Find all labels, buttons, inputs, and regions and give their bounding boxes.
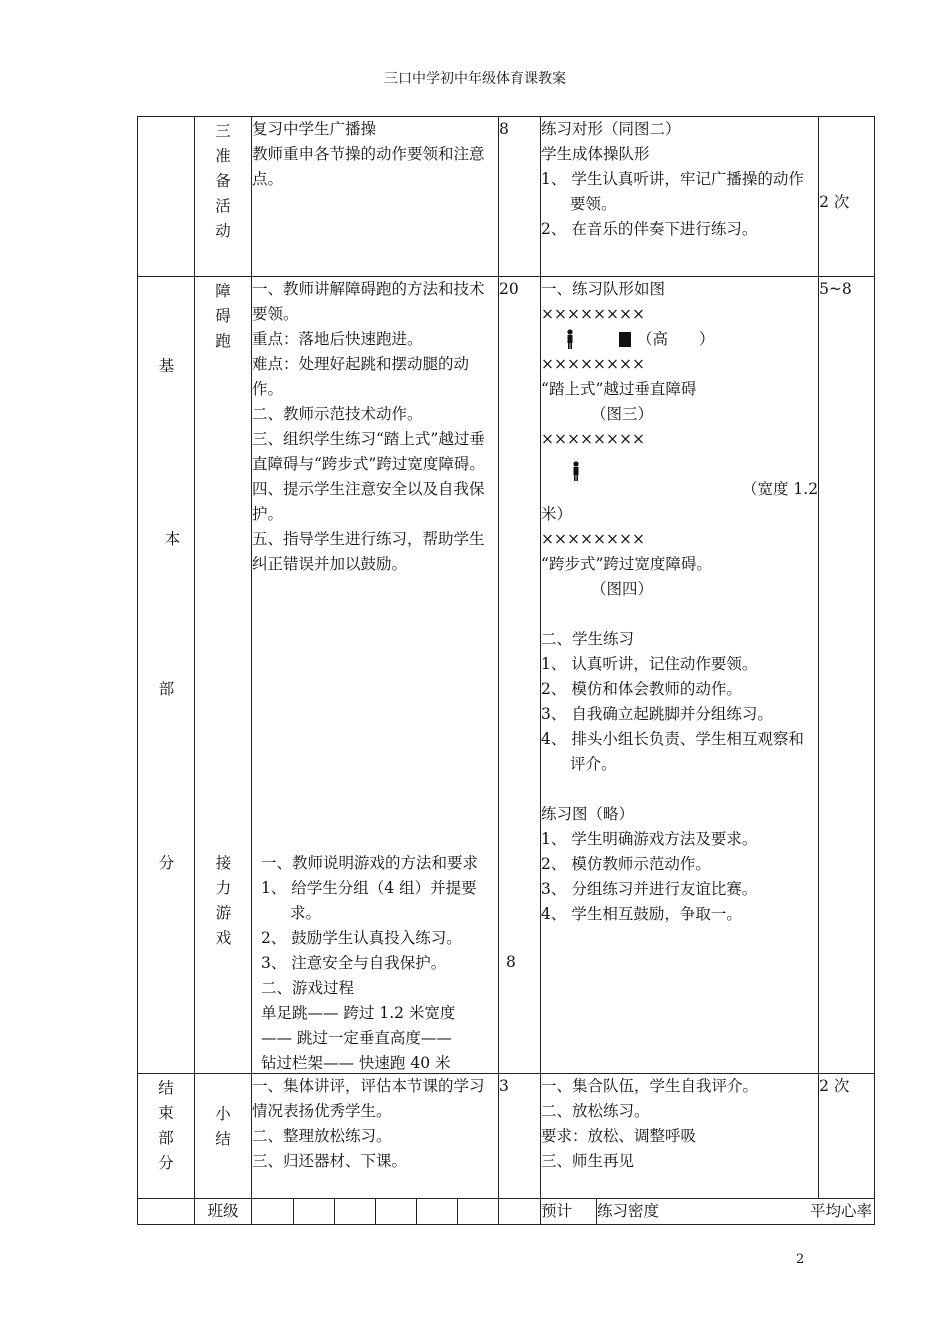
hurdle-label-char: 障 <box>215 282 231 300</box>
class-cell <box>294 1199 335 1225</box>
relay-student-item: 1、 学生明确游戏方法及要求。 <box>541 830 758 848</box>
hurdle-teacher-line: 重点：落地后快速跑进。 <box>252 330 423 348</box>
prep-teacher-content <box>252 117 499 277</box>
relay-student-item: 4、 学生相互鼓励，争取一。 <box>541 905 742 923</box>
relay-student-item: 3、 分组练习并进行友谊比赛。 <box>541 880 758 898</box>
basic-label-char: 部 <box>158 680 175 698</box>
end-label-char: 束 <box>158 1104 174 1122</box>
end-time: 3 <box>499 1074 541 1199</box>
end-student-line: 三、师生再见 <box>541 1152 635 1170</box>
basic-student-content <box>541 277 819 1074</box>
relay-teacher-item: 2、 鼓励学生认真投入练习。 <box>261 929 462 947</box>
density-label: 练习密度 <box>597 1202 660 1220</box>
prep-student-content <box>541 117 819 277</box>
width-label-cont: 米） <box>541 505 573 523</box>
basic-activity-labels <box>195 277 252 1074</box>
class-cell <box>499 1199 541 1225</box>
hurdle-student-intro: 一、练习队形如图 <box>541 280 666 298</box>
hurdle-diagram-2 <box>541 477 818 502</box>
basic-row <box>138 277 875 1074</box>
formation-row: ×××××××× <box>541 430 645 448</box>
practice-title: 二、学生练习 <box>541 630 635 648</box>
relay-process-line: 单足跳—— 跨过 1.2 米宽度 <box>261 1004 456 1022</box>
spacer <box>541 602 818 627</box>
hurdle-block-icon <box>619 332 631 347</box>
basic-teacher-content <box>252 277 499 1074</box>
prep-label <box>195 117 252 277</box>
summary-label-char: 结 <box>215 1130 231 1148</box>
relay-teacher-item: 1、 给学生分组（4 组）并提要求。 <box>261 879 477 922</box>
basic-section-label <box>138 277 195 1074</box>
prep-label-char: 备 <box>215 172 231 190</box>
end-label-char: 分 <box>158 1154 174 1172</box>
practice-item: 1、 认真听讲，记住动作要领。 <box>541 655 758 673</box>
relay-process-title: 二、游戏过程 <box>261 979 355 997</box>
footer-empty-cell <box>138 1199 195 1225</box>
diagram-caption: “踏上式”越过垂直障碍 <box>541 380 697 398</box>
end-row <box>138 1074 875 1199</box>
relay-time: 8 <box>506 953 516 971</box>
lesson-plan-table <box>137 116 875 1225</box>
diagram-caption: “跨步式”跨过宽度障碍。 <box>541 555 712 573</box>
practice-item: 2、 模仿和体会教师的动作。 <box>541 680 742 698</box>
summary-label-char: 小 <box>215 1105 231 1123</box>
relay-student-title: 练习图（略） <box>541 805 635 823</box>
relay-teacher-item: 3、 注意安全与自我保护。 <box>261 954 447 972</box>
class-cell <box>458 1199 499 1225</box>
person-icon <box>565 329 575 357</box>
prep-student-item: 2、 在音乐的伴奏下进行练习。 <box>541 220 758 238</box>
basic-label-char: 本 <box>164 530 181 548</box>
class-cell <box>252 1199 294 1225</box>
hurdle-teacher-line: 三、组织学生练习“踏上式”越过垂直障碍与“跨步式”跨过宽度障碍。 <box>252 430 485 473</box>
hurdle-label <box>195 277 251 354</box>
prep-label-char: 三 <box>215 122 231 140</box>
end-label-char: 结 <box>158 1079 174 1097</box>
basic-label-char: 分 <box>158 854 175 872</box>
end-teacher-content <box>252 1074 499 1199</box>
class-cell <box>417 1199 458 1225</box>
class-label: 班级 <box>195 1199 252 1225</box>
summary-label <box>195 1074 252 1199</box>
hurdle-teacher-line: 四、提示学生注意安全以及自我保护。 <box>252 480 485 523</box>
relay-label-char: 游 <box>215 904 232 922</box>
basic-count: 5~8 <box>819 277 875 1074</box>
practice-item: 3、 自我确立起跳脚并分组练习。 <box>541 705 773 723</box>
prep-label-char: 活 <box>215 197 231 215</box>
class-cell <box>335 1199 376 1225</box>
class-cell <box>376 1199 417 1225</box>
estimate-label: 预计 <box>541 1199 597 1225</box>
end-label-char: 部 <box>158 1129 174 1147</box>
hurdle-label-char: 跑 <box>215 332 231 350</box>
end-section-label <box>138 1074 195 1199</box>
prep-student-item: 1、 学生认真听讲，牢记广播操的动作要领。 <box>541 170 804 213</box>
spacer <box>541 452 818 477</box>
prep-time: 8 <box>499 117 541 277</box>
end-student-line: 要求：放松、调整呼吸 <box>541 1127 697 1145</box>
hurdle-teacher-line: 五、指导学生进行练习，帮助学生纠正错误并加以鼓励。 <box>252 530 485 573</box>
prep-label-char: 动 <box>215 222 231 240</box>
formation-row: ×××××××× <box>541 355 645 373</box>
density-heart-cell <box>597 1199 875 1225</box>
hurdle-teacher-line: 难点：处理好起跳和摆动腿的动作。 <box>252 355 470 398</box>
width-label: （宽度 1.2 <box>741 480 819 498</box>
relay-teacher-block <box>261 851 492 1076</box>
prep-content-line: 教师重申各节操的动作要领和注意点。 <box>252 145 485 188</box>
figure-label: （图三） <box>591 405 654 423</box>
end-teacher-line: 三、归还器材、下课。 <box>252 1152 408 1170</box>
prep-row <box>138 117 875 277</box>
end-student-line: 二、放松练习。 <box>541 1102 650 1120</box>
prep-content-line: 复习中学生广播操 <box>252 120 377 138</box>
basic-label-char: 基 <box>158 357 175 375</box>
prep-section-cell <box>138 117 195 277</box>
relay-teacher-title: 一、教师说明游戏的方法和要求 <box>261 854 479 872</box>
end-student-content <box>541 1074 819 1199</box>
basic-time <box>499 277 541 1074</box>
prep-count: 2 次 <box>819 117 875 277</box>
relay-process-line: —— 跳过一定垂直高度—— <box>261 1029 452 1047</box>
relay-process-line: 钻过栏架—— 快速跑 40 米 <box>261 1054 451 1072</box>
prep-label-char: 准 <box>215 147 231 165</box>
hurdle-label-char: 碍 <box>215 307 231 325</box>
footer-row <box>138 1199 875 1225</box>
prep-student-line: 学生成体操队形 <box>541 145 650 163</box>
practice-item: 4、 排头小组长负责、学生相互观察和评介。 <box>541 730 804 773</box>
hurdle-teacher-line: 二、教师示范技术动作。 <box>252 405 423 423</box>
formation-row: ×××××××× <box>541 305 645 323</box>
end-teacher-line: 一、集体讲评，评估本节课的学习情况表扬优秀学生。 <box>252 1077 485 1120</box>
hurdle-teacher-line: 一、教师讲解障碍跑的方法和技术要领。 <box>252 280 485 323</box>
hurdle-diagram-1 <box>541 327 818 352</box>
relay-label-char: 接 <box>215 854 232 872</box>
formation-row: ×××××××× <box>541 530 645 548</box>
relay-label-char: 力 <box>215 879 232 897</box>
figure-label: （图四） <box>591 580 654 598</box>
spacer <box>541 777 818 802</box>
heart-rate-label: 平均心率 <box>810 1202 873 1220</box>
end-count: 2 次 <box>819 1074 875 1199</box>
page-number: 2 <box>796 1252 805 1267</box>
relay-student-item: 2、 模仿教师示范动作。 <box>541 855 711 873</box>
height-label: （高 ） <box>637 330 715 348</box>
page-header: 三口中学初中年级体育课教案 <box>384 71 566 87</box>
hurdle-time: 20 <box>499 280 519 298</box>
prep-student-line: 练习对形（同图二） <box>541 120 681 138</box>
end-teacher-line: 二、整理放松练习。 <box>252 1127 392 1145</box>
end-student-line: 一、集合队伍，学生自我评介。 <box>541 1077 759 1095</box>
person-icon <box>571 461 581 489</box>
relay-label-char: 戏 <box>215 929 232 947</box>
relay-label <box>195 851 252 951</box>
